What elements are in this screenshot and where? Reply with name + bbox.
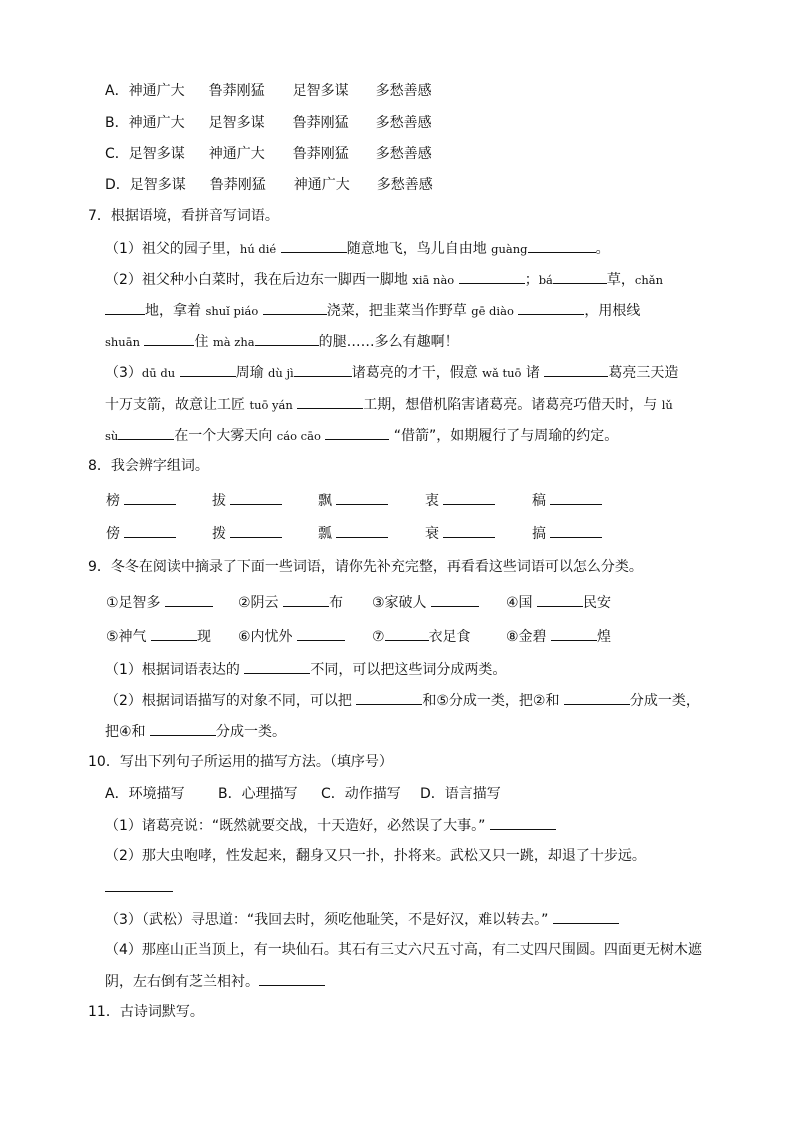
char-cell: 拨 [212,523,282,544]
choice-a[interactable]: A．环境描写 [105,786,185,802]
question-10-title: 10．写出下列句子所运用的描写方法。（填序号） [88,754,393,770]
answer-blank[interactable] [537,592,583,607]
answer-blank[interactable] [105,300,145,315]
answer-blank[interactable] [550,523,602,538]
answer-blank[interactable] [263,300,327,315]
q10-sentence-2-answer [105,877,173,898]
question-11-title: 11．古诗词默写。 [88,1004,204,1020]
idiom-item: ④国 民安 [506,592,611,613]
answer-blank[interactable] [230,523,282,538]
q10-sentence-1: （1）诸葛亮说：“既然就要交战，十天造好，必然误了大事。” [105,815,556,836]
idiom-item: ⑥内忧外 [238,626,345,647]
answer-blank[interactable] [144,331,194,346]
option-d[interactable]: D．足智多谋 鲁莽刚猛 神通广大 多愁善感 [105,177,433,193]
answer-blank[interactable] [105,877,173,892]
char-cell: 稿 [532,490,602,511]
char-cell: 拔 [212,490,282,511]
char-cell: 搞 [532,523,602,544]
question-7-title: 7．根据语境，看拼音写词语。 [88,208,279,224]
answer-blank[interactable] [283,592,329,607]
q9-sub-2-line-2: 把④和 分成一类。 [105,721,286,742]
answer-blank[interactable] [443,523,495,538]
answer-blank[interactable] [551,626,597,641]
answer-blank[interactable] [553,909,619,924]
q9-sub-1: （1）根据词语表达的 不同，可以把这些词分成两类。 [105,659,506,680]
q7-sentence-2-line-2: 地，拿着 shuǐ piáo 浇菜，把韭菜当作野草 gē diào ，用根线 [105,300,640,321]
answer-blank[interactable] [550,490,602,505]
answer-blank[interactable] [336,523,388,538]
answer-blank[interactable] [553,269,607,284]
q10-sentence-4-line-1: （4）那座山正当顶上，有一块仙石。其石有三丈六尺五寸高，有二丈四尺围圆。四面更无树木遮 [105,942,702,958]
answer-blank[interactable] [294,362,352,377]
answer-blank[interactable] [490,815,556,830]
answer-blank[interactable] [336,490,388,505]
char-cell: 衰 [425,523,495,544]
idiom-item: ①足智多 [106,592,213,613]
answer-blank[interactable] [124,523,176,538]
answer-blank[interactable] [459,269,525,284]
answer-blank[interactable] [528,238,596,253]
answer-blank[interactable] [118,425,174,440]
answer-blank[interactable] [255,331,319,346]
q7-sentence-3-line-2: 十万支箭，故意让工匠 tuō yán 工期，想借机陷害诸葛亮。诸葛亮巧借天时，与 lǔ [105,394,673,415]
answer-blank[interactable] [325,425,389,440]
answer-blank[interactable] [281,238,347,253]
char-cell: 榜 [106,490,176,511]
answer-blank[interactable] [230,490,282,505]
char-cell: 瓢 [318,523,388,544]
idiom-item: ⑧金碧 煌 [506,626,611,647]
char-cell: 傍 [106,523,176,544]
choice-d[interactable]: D．语言描写 [420,786,501,802]
char-cell: 衷 [425,490,495,511]
q7-sentence-3-line-3: sù 在一个大雾天向 cáo cāo “借箭”，如期履行了与周瑜的约定。 [105,425,618,446]
q10-sentence-4-line-2: 阴，左右倒有芝兰相衬。 [105,971,325,992]
answer-blank[interactable] [124,490,176,505]
q10-choices [105,784,501,804]
q7-sentence-2-line-3: shuān 住 mà zha 的腿……多么有趣啊！ [105,331,459,352]
char-cell: 飘 [318,490,388,511]
answer-blank[interactable] [297,626,345,641]
answer-blank[interactable] [297,394,363,409]
answer-blank[interactable] [564,690,630,705]
choice-b[interactable]: B．心理描写 [218,786,298,802]
answer-blank[interactable] [443,490,495,505]
answer-blank[interactable] [180,362,236,377]
answer-blank[interactable] [385,626,429,641]
answer-blank[interactable] [356,690,422,705]
q10-sentence-2: （2）那大虫咆哮，性发起来，翻身又只一扑，扑将来。武松又只一跳，却退了十步远。 [105,848,646,864]
idiom-item: ②阴云 布 [238,592,343,613]
answer-blank[interactable] [259,971,325,986]
q7-sentence-2-line-1: （2）祖父种小白菜时，我在后边东一脚西一脚地 xiā nào ；bá 草，chǎn [105,269,663,290]
answer-blank[interactable] [244,659,310,674]
answer-blank[interactable] [518,300,584,315]
choice-c[interactable]: C．动作描写 [321,786,401,802]
option-c[interactable]: C．足智多谋 神通广大 鲁莽刚猛 多愁善感 [105,146,432,162]
answer-blank[interactable] [151,626,197,641]
option-a[interactable]: A．神通广大 鲁莽刚猛 足智多谋 多愁善感 [105,83,432,99]
idiom-item: ⑦ 衣足食 [372,626,471,647]
q7-sentence-3-line-1: （3）dū du 周瑜 dù jì 诸葛亮的才干，假意 wǎ tuō 诸 葛亮三天造 [105,362,678,383]
option-b[interactable]: B．神通广大 足智多谋 鲁莽刚猛 多愁善感 [105,115,432,131]
q10-sentence-3: （3）（武松）寻思道：“我回去时，须吃他耻笑，不是好汉，难以转去。” [105,909,619,930]
answer-blank[interactable] [431,592,479,607]
answer-blank[interactable] [544,362,608,377]
idiom-item: ③家破人 [372,592,479,613]
answer-blank[interactable] [150,721,216,736]
idiom-item: ⑤神气 现 [106,626,211,647]
question-9-title: 9．冬冬在阅读中摘录了下面一些词语，请你先补充完整，再看看这些词语可以怎么分类。 [88,559,643,575]
q7-sentence-1: （1）祖父的园子里，hú dié 随意地飞，鸟儿自由地 guàng 。 [105,238,610,259]
q9-sub-2-line-1: （2）根据词语描写的对象不同，可以把 和⑤分成一类，把②和 分成一类， [105,690,700,711]
question-8-title: 8．我会辨字组词。 [88,458,209,474]
answer-blank[interactable] [165,592,213,607]
